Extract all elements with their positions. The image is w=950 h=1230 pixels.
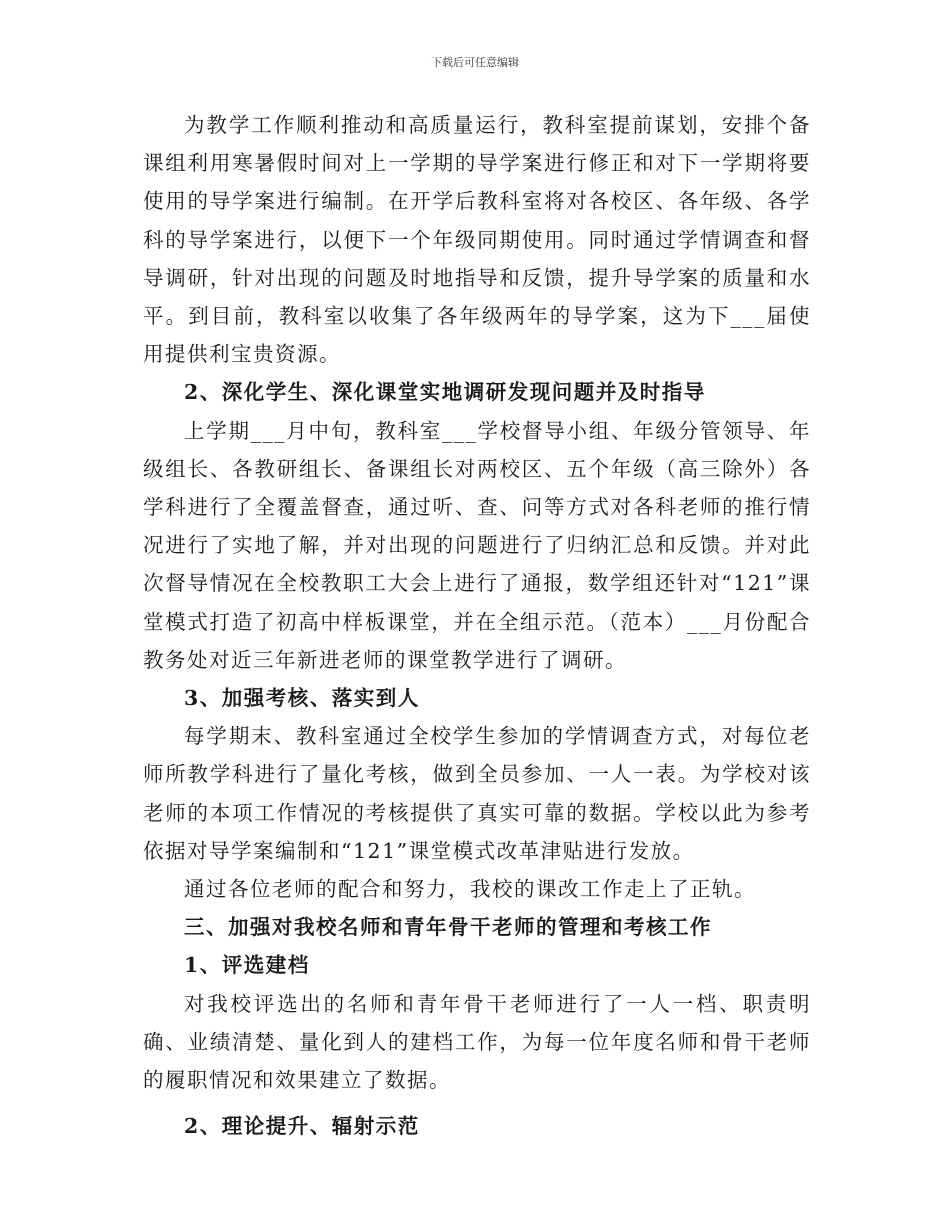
heading-deepen-research: 2、深化学生、深化课堂实地调研发现问题并及时指导: [184, 380, 706, 405]
heading-section-three: 三、加强对我校名师和青年骨干老师的管理和考核工作: [184, 915, 712, 940]
paragraph-quantified-assessment: 每学期末、教科室通过全校学生参加的学情调查方式，对每位老师所教学科进行了量化考核，做到全员参加、一人一表。为学校对该老师的本项工作情况的考核提供了真实可靠的数据。学校以此为参考依据对导学案编制和“121”课堂模式改革津贴进行发放。: [143, 724, 811, 863]
page-header: 下载后可任意编辑: [431, 56, 519, 69]
paragraph-reform-on-track: 通过各位老师的配合和努力，我校的课改工作走上了正轨。: [184, 877, 756, 902]
paragraph-archive-work: 对我校评选出的名师和青年骨干老师进行了一人一档、职责明确、业绩清楚、量化到人的建档工作，为每一位年度名师和骨干老师的履职情况和效果建立了数据。: [143, 991, 811, 1093]
document-body: [143, 106, 811, 1145]
heading-assessment: 3、加强考核、落实到人: [184, 686, 420, 711]
heading-selection-archive: 1、评选建档: [184, 953, 310, 978]
heading-theory-demonstration: 2、理论提升、辐射示范: [184, 1114, 420, 1139]
paragraph-supervision: 上学期___月中旬，教科室___学校督导小组、年级分管领导、年级组长、各教研组长、备课组长对两校区、五个年级（高三除外）各学科进行了全覆盖督查，通过听、查、问等方式对各科老师的推行情况进行了实地了解，并对出现的问题进行了归纳汇总和反馈。并对此次督导情况在全校教职工大会上进行了通报，数学组还针对“121”课堂模式打造了初高中样板课堂，并在全组示范。（范本）___月份配合教务处对近三年新进老师的课堂教学进行了调研。: [143, 418, 811, 672]
paragraph-guide-plan: 为教学工作顺利推动和高质量运行，教科室提前谋划，安排个备课组利用寒暑假时间对上一学期的导学案进行修正和对下一学期将要使用的导学案进行编制。在开学后教科室将对各校区、各年级、各学科的导学案进行，以便下一个年级同期使用。同时通过学情调查和督导调研，针对出现的问题及时地指导和反馈，提升导学案的质量和水平。到目前，教科室以收集了各年级两年的导学案，这为下___届使用提供利宝贵资源。: [143, 113, 811, 367]
